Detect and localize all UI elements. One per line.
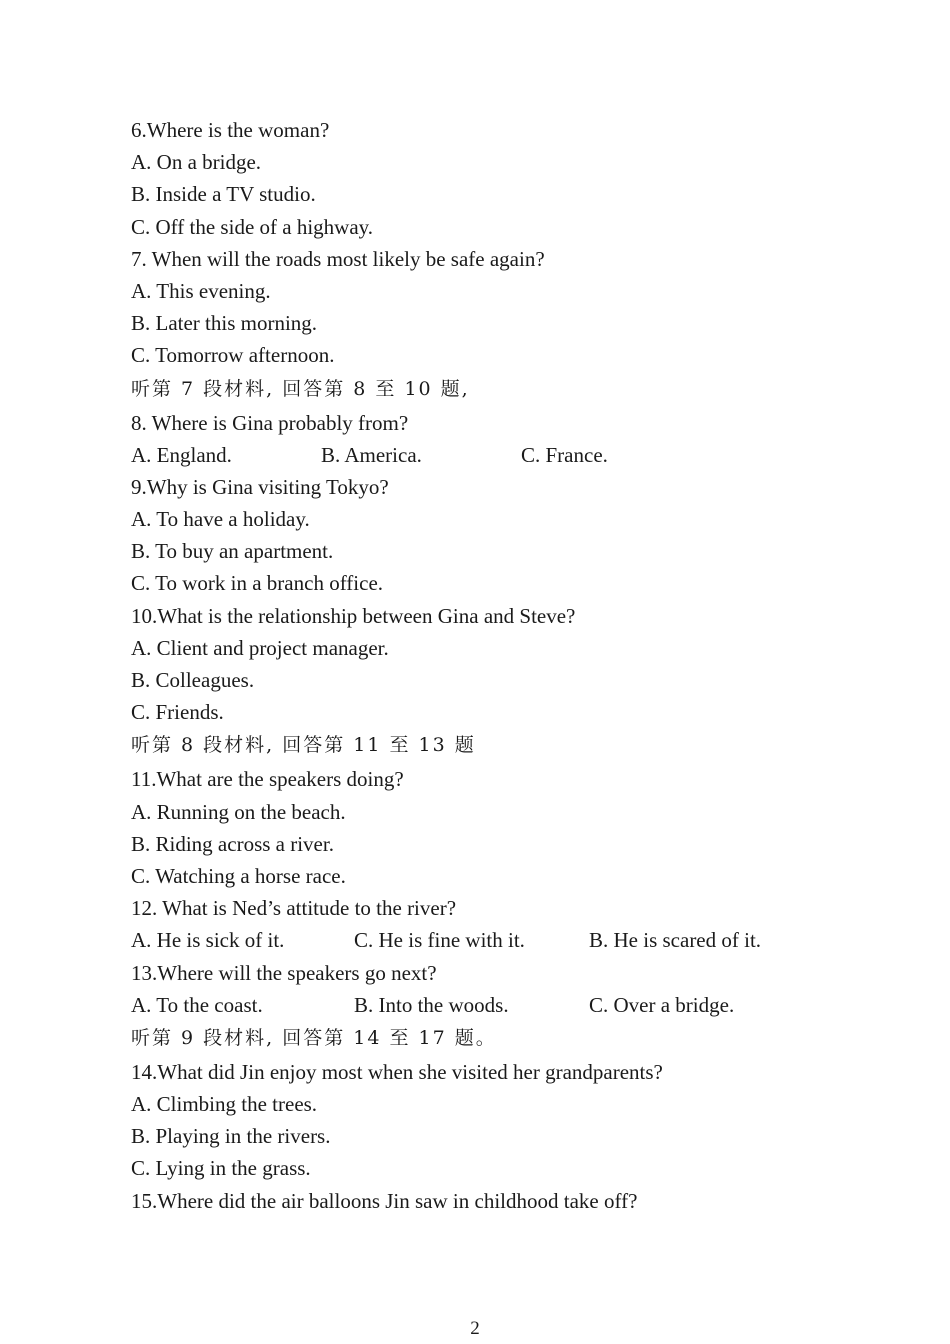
q7-option-b: B. Later this morning.	[131, 311, 318, 336]
q12-options-row	[131, 924, 831, 956]
q11-option-c: C. Watching a horse race.	[131, 863, 346, 888]
q13-option-a: A. To the coast.	[131, 992, 263, 1017]
section-heading-8: 听第 8 段材料, 回答第 11 至 13 题	[131, 734, 476, 757]
section-heading-7: 听第 7 段材料, 回答第 8 至 10 题,	[131, 377, 470, 400]
q12-option-a: A. He is sick of it.	[131, 928, 285, 953]
question-15: 15.Where did the air balloons Jin saw in childhood take off?	[131, 1188, 638, 1213]
q13-option-b: B. Into the woods.	[354, 992, 509, 1017]
question-10: 10.What is the relationship between Gina and Steve?	[131, 603, 576, 628]
q8-options-row	[131, 439, 831, 471]
q9-option-a: A. To have a holiday.	[131, 507, 310, 532]
question-6: 6.Where is the woman?	[131, 118, 330, 142]
q7-option-c: C. Tomorrow afternoon.	[131, 343, 335, 368]
q13-option-c: C. Over a bridge.	[589, 992, 735, 1017]
q7-option-a: A. This evening.	[131, 278, 271, 303]
question-7: 7. When will the roads most likely be safe again?	[131, 246, 545, 271]
question-14: 14.What did Jin enjoy most when she visited her grandparents?	[131, 1059, 663, 1084]
q8-option-c: C. France.	[521, 442, 608, 467]
q13-options-row	[131, 989, 831, 1021]
question-9: 9.Why is Gina visiting Tokyo?	[131, 474, 389, 499]
q10-option-c: C. Friends.	[131, 700, 224, 725]
question-list	[131, 114, 831, 1217]
q9-option-c: C. To work in a branch office.	[131, 571, 384, 596]
question-8: 8. Where is Gina probably from?	[131, 410, 409, 435]
q10-option-b: B. Colleagues.	[131, 668, 255, 692]
q8-option-b: B. America.	[321, 442, 422, 467]
q8-option-a: A. England.	[131, 442, 232, 467]
page-number: 2	[470, 1318, 480, 1339]
q11-option-a: A. Running on the beach.	[131, 799, 346, 824]
q14-option-b: B. Playing in the rivers.	[131, 1124, 331, 1149]
q14-option-a: A. Climbing the trees.	[131, 1092, 318, 1117]
q14-option-c: C. Lying in the grass.	[131, 1156, 311, 1181]
q6-option-c: C. Off the side of a highway.	[131, 214, 374, 239]
q10-option-a: A. Client and project manager.	[131, 635, 389, 660]
q9-option-b: B. To buy an apartment.	[131, 539, 334, 564]
q12-option-c: C. He is fine with it.	[354, 928, 525, 953]
q6-option-b: B. Inside a TV studio.	[131, 182, 316, 207]
question-11: 11.What are the speakers doing?	[131, 767, 404, 792]
q11-option-b: B. Riding across a river.	[131, 831, 334, 856]
q6-option-a: A. On a bridge.	[131, 150, 262, 175]
question-12: 12. What is Ned’s attitude to the river?	[131, 896, 457, 921]
section-heading-9: 听第 9 段材料, 回答第 14 至 17 题。	[131, 1026, 497, 1049]
question-13: 13.Where will the speakers go next?	[131, 960, 437, 985]
q12-option-b: B. He is scared of it.	[589, 928, 762, 953]
